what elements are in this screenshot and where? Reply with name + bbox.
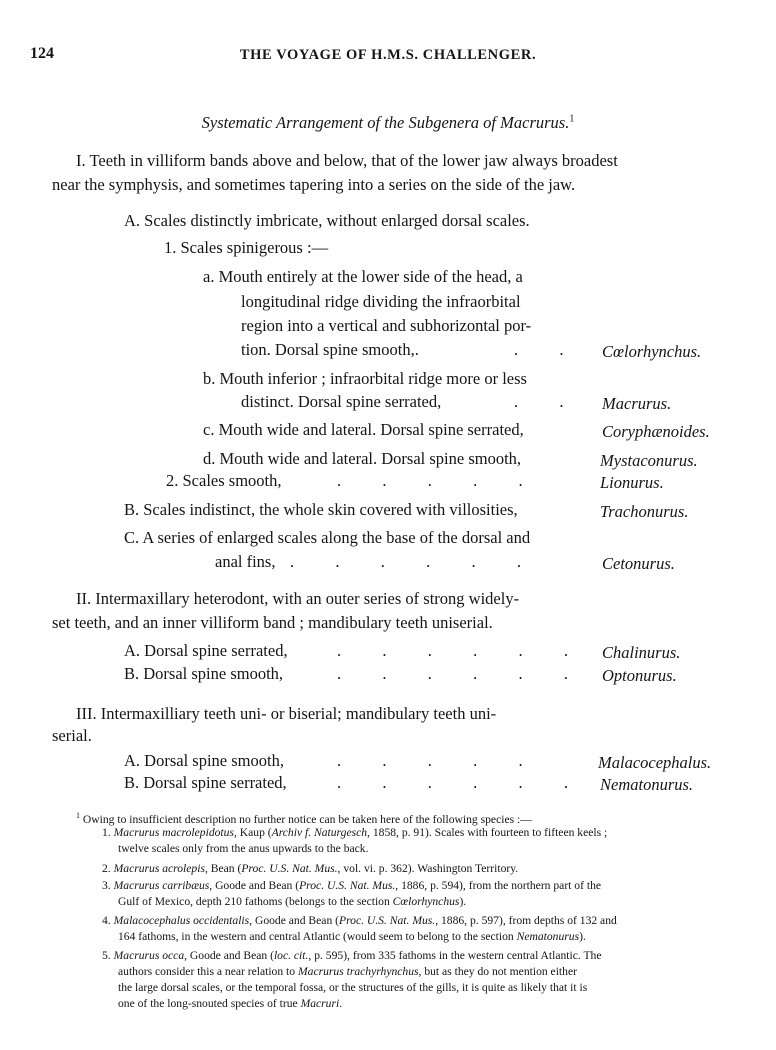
footnote-text: , Goode and Bean ( bbox=[209, 879, 300, 892]
footnote-text: , Kaup ( bbox=[233, 826, 272, 839]
footnote-text: 164 fathoms, in the western and central Atlantic (would seem to belong to the section bbox=[118, 930, 517, 943]
species-name: Macrurus carribæus bbox=[113, 879, 210, 892]
section-II-B: B. Dorsal spine smooth, bbox=[124, 664, 284, 683]
footnote-text: authors consider this a near relation to bbox=[118, 965, 298, 978]
section-I-A: A. Scales distinctly imbricate, without enlarged dorsal scales. bbox=[124, 211, 530, 230]
footnote-5-number: 5. bbox=[102, 949, 111, 962]
footnote-text: , p. 595), from 335 fathoms in the western central Atlantic. The bbox=[308, 949, 602, 962]
footnote-1-number: 1. bbox=[102, 826, 111, 839]
group-name: Macruri bbox=[300, 997, 340, 1010]
footnote-mark: 1 bbox=[76, 811, 80, 820]
genus-coryphaenoides: Coryphænoides. bbox=[602, 422, 710, 441]
citation: Proc. U.S. Nat. Mus. bbox=[241, 862, 338, 875]
footnote-text: , 1886, p. 594), from the northern part of the bbox=[395, 879, 602, 892]
citation: Archiv f. Naturgesch bbox=[271, 826, 368, 839]
section-I-b-line1: b. Mouth inferior ; infraorbital ridge more or less bbox=[203, 369, 527, 388]
footnote-2 bbox=[102, 861, 518, 877]
footnote-text: , but as they do not mention either bbox=[418, 965, 577, 978]
section-I-b-line2: distinct. Dorsal spine serrated, bbox=[241, 392, 442, 411]
genus-lionurus: Lionurus. bbox=[600, 473, 664, 492]
heading-text: Systematic Arrangement of the Subgenera of Macrurus. bbox=[201, 113, 570, 132]
section-I-line1: I. Teeth in villiform bands above and below, that of the lower jaw always broadest bbox=[76, 151, 618, 170]
section-III-A: A. Dorsal spine smooth, bbox=[124, 751, 284, 770]
species-name: Macrurus trachyrhynchus bbox=[297, 965, 419, 978]
footnote-4-number: 4. bbox=[102, 914, 111, 927]
section-I-2: 2. Scales smooth, bbox=[166, 471, 282, 490]
footnote-3-number: 3. bbox=[102, 879, 111, 892]
footnote-text: , vol. vi. p. 362). Washington Territory. bbox=[337, 862, 519, 875]
genus-nematonurus: Nematonurus. bbox=[600, 775, 694, 794]
footnote-5-line2 bbox=[118, 964, 577, 980]
running-title: THE VOYAGE OF H.M.S. CHALLENGER. bbox=[239, 47, 537, 63]
leader-dots: . . bbox=[514, 340, 564, 359]
section-II-A: A. Dorsal spine serrated, bbox=[124, 641, 288, 660]
footnote-4-line2 bbox=[118, 929, 586, 945]
leader-dots: . . bbox=[514, 392, 564, 411]
species-name: Malacocephalus occidentalis bbox=[113, 914, 250, 927]
footnote-text: ). bbox=[579, 930, 586, 943]
footnote-text: . bbox=[339, 997, 343, 1010]
leader-dots: . . . . . . bbox=[290, 552, 521, 571]
section-I-1: 1. Scales spinigerous :— bbox=[164, 238, 329, 257]
footnote-1 bbox=[102, 825, 607, 841]
section-name: Nematonurus bbox=[516, 930, 580, 943]
section-II-line1: II. Intermaxillary heterodont, with an outer series of strong widely- bbox=[76, 589, 520, 608]
section-I-a-line3: region into a vertical and subhorizontal por- bbox=[241, 316, 532, 335]
section-heading bbox=[0, 113, 776, 133]
section-III-B: B. Dorsal spine serrated, bbox=[124, 773, 287, 792]
footnote-5 bbox=[102, 948, 602, 964]
section-I-C-line1: C. A series of enlarged scales along the base of the dorsal and bbox=[124, 528, 531, 547]
section-I-a-line4: tion. Dorsal spine smooth,. bbox=[241, 340, 419, 359]
citation: Proc. U.S. Nat. Mus. bbox=[299, 879, 396, 892]
citation: Proc. U.S. Nat. Mus. bbox=[339, 914, 436, 927]
footnote-3-line2 bbox=[118, 894, 466, 910]
genus-optonurus: Optonurus. bbox=[602, 666, 677, 685]
leader-dots: . . . . . bbox=[337, 751, 523, 770]
genus-trachonurus: Trachonurus. bbox=[600, 502, 689, 521]
footnote-intro-text: Owing to insufficient description no further notice can be taken here of the following species :— bbox=[82, 812, 532, 826]
genus-malacocephalus: Malacocephalus. bbox=[598, 753, 712, 772]
section-I-line2: near the symphysis, and sometimes tapering into a series on the side of the jaw. bbox=[52, 175, 576, 194]
footnote-3 bbox=[102, 878, 601, 894]
section-III-line2: serial. bbox=[52, 726, 92, 745]
section-I-B: B. Scales indistinct, the whole skin covered with villosities, bbox=[124, 500, 518, 519]
species-name: Macrurus acrolepis bbox=[113, 862, 205, 875]
leader-dots: . . . . . bbox=[337, 471, 523, 490]
leader-dots: . . . . . . bbox=[337, 641, 568, 660]
section-II-line2: set teeth, and an inner villiform band ; mandibulary teeth uniserial. bbox=[52, 613, 493, 632]
genus-coelorhynchus: Cœlorhynchus. bbox=[602, 342, 702, 361]
footnote-1-line2: twelve scales only from the anus upwards to the back. bbox=[118, 842, 369, 855]
footnote-text: , 1886, p. 597), from depths of 132 and bbox=[435, 914, 617, 927]
footnote-text: Gulf of Mexico, depth 210 fathoms (belongs to the section bbox=[118, 895, 393, 908]
footnote-5-line3: the large dorsal scales, or the temporal fossa, or the structures of the gills, it is quite as likely that it is bbox=[118, 981, 588, 994]
footnote-text: , Goode and Bean ( bbox=[249, 914, 339, 927]
section-I-c: c. Mouth wide and lateral. Dorsal spine serrated, bbox=[203, 420, 524, 439]
footnote-text: , 1858, p. 91). Scales with fourteen to fifteen keels ; bbox=[367, 826, 608, 839]
genus-macrurus: Macrurus. bbox=[602, 394, 672, 413]
species-name: Macrurus macrolepidotus bbox=[113, 826, 234, 839]
genus-cetonurus: Cetonurus. bbox=[602, 554, 675, 573]
section-III-line1: III. Intermaxilliary teeth uni- or biserial; mandibulary teeth uni- bbox=[76, 704, 497, 723]
footnote-4 bbox=[102, 913, 617, 929]
footnote-5-line4 bbox=[118, 996, 342, 1012]
section-I-a-line1: a. Mouth entirely at the lower side of the head, a bbox=[203, 267, 523, 286]
species-name: Macrurus occa bbox=[113, 949, 185, 962]
footnote-2-number: 2. bbox=[102, 862, 111, 875]
heading-footnote-mark: 1 bbox=[569, 113, 575, 125]
section-I-C-line2: anal fins, bbox=[215, 552, 276, 571]
genus-mystaconurus: Mystaconurus. bbox=[600, 451, 698, 470]
footnote-text: , Goode and Bean ( bbox=[184, 949, 274, 962]
leader-dots: . . . . . . bbox=[337, 773, 568, 792]
footnote-text: , Bean ( bbox=[204, 862, 242, 875]
section-I-d: d. Mouth wide and lateral. Dorsal spine smooth, bbox=[203, 449, 522, 468]
footnote-text: one of the long-snouted species of true bbox=[118, 997, 301, 1010]
section-name: Cœlorhynchus bbox=[392, 895, 460, 908]
leader-dots: . . . . . . bbox=[337, 664, 568, 683]
section-I-a-line2: longitudinal ridge dividing the infraorbital bbox=[241, 292, 521, 311]
genus-chalinurus: Chalinurus. bbox=[602, 643, 681, 662]
page-number: 124 bbox=[30, 45, 54, 62]
footnote-text: ). bbox=[459, 895, 467, 908]
citation: loc. cit. bbox=[273, 949, 309, 962]
